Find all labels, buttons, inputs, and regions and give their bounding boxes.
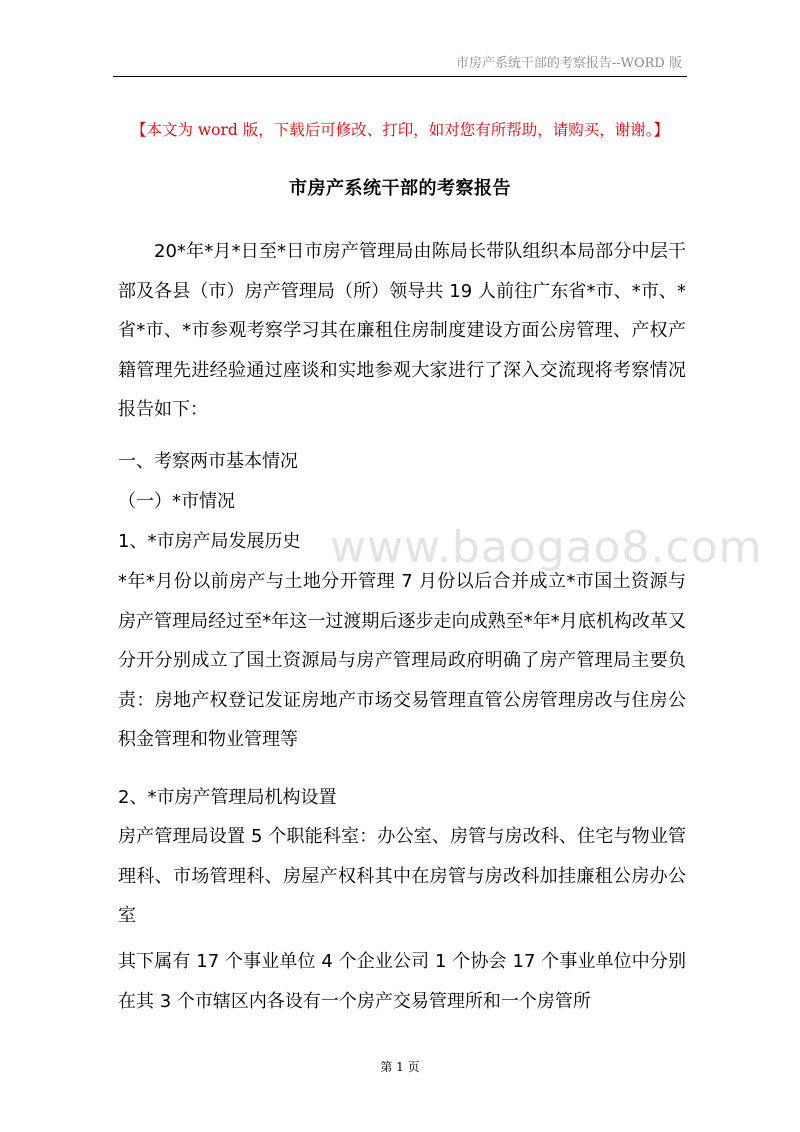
running-header: 市房产系统干部的考察报告--WORD 版	[455, 56, 682, 71]
paragraph-history: *年*月份以前房产与土地分开管理 7 月份以后合并成立*市国土资源与房产管理局经过至*年这一过渡期后逐步走向成熟至*年*月底机构改革又分开分别成立了国土资源局与房产管理局政府明确了房产管理局主要负责：房地产权登记发证房地产市场交易管理直管公房管理房改与住房公积金管理和物业管理等	[118, 571, 686, 750]
purchase-notice: 【本文为 word 版，下载后可修改、打印，如对您有所帮助，请购买，谢谢。】	[130, 121, 670, 139]
paragraph-subunits: 其下属有 17 个事业单位 4 个企业公司 1 个协会 17 个事业单位中分别在其 3 个市辖区内各设有一个房产交易管理所和一个房管所	[118, 951, 686, 1012]
subsection-heading-1: （一）*市情况	[118, 491, 235, 512]
paragraph-intro: 20*年*月*日至*日市房产管理局由陈局长带队组织本局部分中层干部及各县（市）房产管理局（所）领导共 19 人前往广东省*市、*市、*省*市、*市参观考察学习其在廉租住房制度建设方面公房管理、产权产籍管理先进经验通过座谈和实地参观大家进行了深入交流现将考察情况报告如下：	[118, 241, 686, 420]
document-title: 市房产系统干部的考察报告	[289, 178, 511, 199]
paragraph-structure: 房产管理局设置 5 个职能科室：办公室、房管与房改科、住宅与物业管理科、市场管理科、房屋产权科其中在房管与房改科加挂廉租公房办公室	[118, 826, 686, 926]
page-number: 第 1 页	[380, 1060, 420, 1074]
header-divider	[113, 76, 687, 77]
item-heading-2: 2、*市房产管理局机构设置	[118, 787, 337, 808]
item-heading-1: 1、*市房产局发展历史	[118, 531, 301, 552]
watermark: www.baogao8.com	[330, 522, 763, 573]
section-heading-1: 一、考察两市基本情况	[118, 451, 298, 472]
